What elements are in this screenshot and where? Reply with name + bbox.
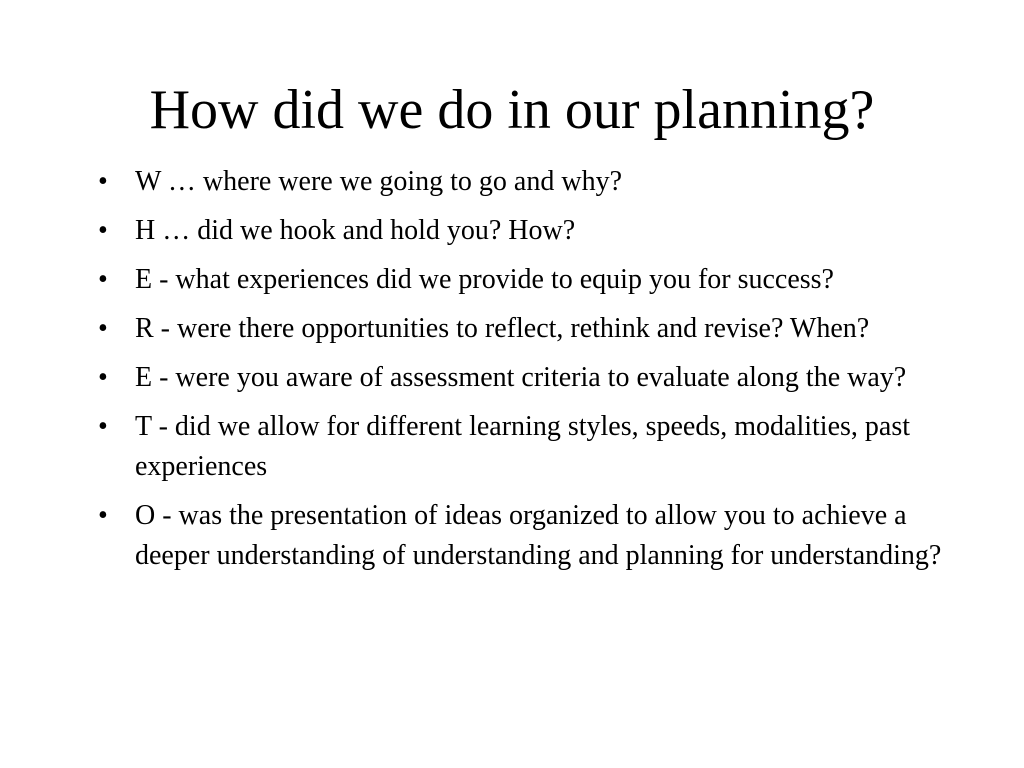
bullet-icon: • xyxy=(98,362,108,393)
bullet-item-o xyxy=(98,496,958,576)
bullet-item-e2 xyxy=(98,358,958,398)
bullet-icon: • xyxy=(98,411,108,442)
bullet-icon: • xyxy=(98,313,108,344)
bullet-item-h xyxy=(98,211,958,251)
bullet-text: H … did we hook and hold you? How? xyxy=(135,215,576,246)
bullet-icon: • xyxy=(98,166,108,197)
bullet-item-e1 xyxy=(98,260,958,300)
bullet-item-w xyxy=(98,162,958,202)
bullet-icon: • xyxy=(98,500,108,531)
bullet-icon: • xyxy=(98,264,108,295)
bullet-item-r xyxy=(98,309,958,349)
bullet-text: W … where were we going to go and why? xyxy=(135,166,623,197)
bullet-list xyxy=(98,162,958,585)
bullet-text: T - did we allow for different learning styles, speeds, modalities, past experiences xyxy=(135,411,911,482)
slide-title: How did we do in our planning? xyxy=(149,79,875,141)
bullet-text: R - were there opportunities to reflect, rethink and revise? When? xyxy=(135,313,870,344)
bullet-text: E - were you aware of assessment criteria to evaluate along the way? xyxy=(135,362,907,393)
bullet-item-t xyxy=(98,407,958,487)
bullet-icon: • xyxy=(98,215,108,246)
bullet-text: E - what experiences did we provide to equip you for success? xyxy=(135,264,834,295)
bullet-text: O - was the presentation of ideas organized to allow you to achieve a deeper understanding of understanding and planning for understanding? xyxy=(135,500,942,571)
